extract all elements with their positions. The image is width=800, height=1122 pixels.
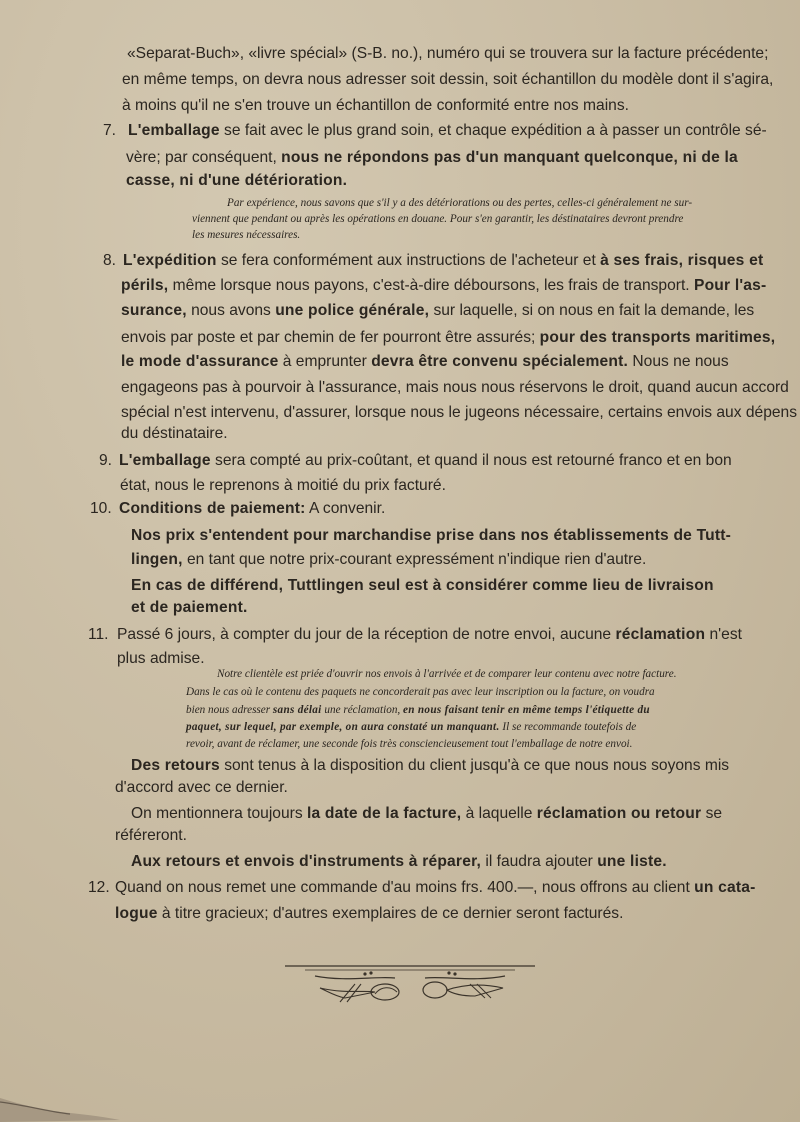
section-11-line: plus admise. — [117, 650, 205, 667]
section-8-line: spécial n'est intervenu, d'assurer, lorsque nous le jugeons nécessaire, certains envois aux dépens — [121, 404, 798, 421]
section-number: 10. — [90, 500, 112, 517]
intro-line: «Separat-Buch», «livre spécial» (S-B. no.), numéro qui se trouvera sur la facture précédente; — [127, 45, 769, 62]
section-8-line: envois par poste et par chemin de fer pourront être assurés; pour des transports maritimes, — [121, 329, 776, 346]
section-7-note: viennent que pendant ou après les opérations en douane. Pour s'en garantir, les déstinataires devront prendre — [192, 213, 684, 225]
section-8-line: le mode d'assurance à emprunter devra être convenu spécialement. Nous ne nous — [121, 353, 729, 370]
section-12-line: Quand on nous remet une commande d'au moins frs. 400.—, nous offrons au client un cata- — [115, 879, 756, 896]
section-10-line: En cas de différend, Tuttlingen seul est à considérer comme lieu de livraison — [131, 577, 714, 594]
ornament-divider — [285, 962, 535, 1010]
section-11-line: Passé 6 jours, à compter du jour de la réception de notre envoi, aucune réclamation n'est — [117, 626, 742, 643]
section-10-line: et de paiement. — [131, 599, 248, 616]
section-11-line: Des retours sont tenus à la disposition du client jusqu'à ce que nous nous soyons mis — [131, 757, 730, 774]
intro-line: à moins qu'il ne s'en trouve un échantillon de conformité entre nos mains. — [122, 97, 629, 114]
section-7-line: L'emballage se fait avec le plus grand soin, et chaque expédition a à passer un contrôle sé- — [128, 122, 767, 139]
intro-line: en même temps, on devra nous adresser soit dessin, soit échantillon du modèle dont il s'agira, — [122, 71, 774, 88]
paper-wear-mark — [0, 1088, 140, 1122]
section-number: 9. — [99, 452, 113, 469]
section-8-line: du déstinataire. — [121, 425, 228, 442]
section-12-line: logue à titre gracieux; d'autres exemplaires de ce dernier seront facturés. — [115, 905, 624, 922]
section-10-line: Conditions de paiement: A convenir. — [119, 500, 386, 517]
section-number: 12. — [88, 879, 110, 896]
section-number: 7. — [103, 122, 117, 139]
section-11-note: Dans le cas où le contenu des paquets ne concorderait pas avec leur inscription ou la facture, on voudra — [186, 686, 655, 698]
section-11-line: On mentionnera toujours la date de la facture, à laquelle réclamation ou retour se — [131, 805, 723, 822]
section-11-note: revoir, avant de réclamer, une seconde fois très consciencieusement tout l'emballage de notre envoi. — [186, 738, 633, 750]
section-11-note: bien nous adresser sans délai une réclamation, en nous faisant tenir en même temps l'étiquette du — [186, 704, 650, 716]
section-10-line: Nos prix s'entendent pour marchandise prise dans nos établissements de Tutt- — [131, 527, 732, 544]
section-8-line: surance, nous avons une police générale, sur laquelle, si on nous en fait la demande, les — [121, 302, 755, 319]
section-9-line: état, nous le reprenons à moitié du prix facturé. — [120, 477, 446, 494]
section-11-note: Notre clientèle est priée d'ouvrir nos envois à l'arrivée et de comparer leur contenu avec notre facture. — [217, 668, 677, 680]
section-7-note: Par expérience, nous savons que s'il y a des détériorations ou des pertes, celles-ci généralement ne sur- — [227, 197, 693, 209]
section-number: 8. — [103, 252, 117, 269]
section-11-note: paquet, sur lequel, par exemple, on aura constaté un manquant. Il se recommande toutefois de — [186, 721, 637, 733]
section-11-line: d'accord avec ce dernier. — [115, 779, 288, 796]
section-8-line: L'expédition se fera conformément aux instructions de l'acheteur et à ses frais, risques et — [123, 252, 764, 269]
section-7-note: les mesures nécessaires. — [192, 229, 301, 241]
section-9-line: L'emballage sera compté au prix-coûtant, et quand il nous est retourné franco et en bon — [119, 452, 732, 469]
section-8-line: engageons pas à pourvoir à l'assurance, mais nous nous réservons le droit, quand aucun accord — [121, 379, 789, 396]
section-10-line: lingen, en tant que notre prix-courant expressément n'indique rien d'autre. — [131, 551, 647, 568]
section-11-line: référeront. — [115, 827, 187, 844]
section-7-line: vère; par conséquent, nous ne répondons pas d'un manquant quelconque, ni de la — [126, 149, 738, 166]
section-number: 11. — [88, 626, 109, 643]
section-7-line: casse, ni d'une détérioration. — [126, 172, 348, 189]
section-11-line: Aux retours et envois d'instruments à réparer, il faudra ajouter une liste. — [131, 853, 667, 870]
section-8-line: périls, même lorsque nous payons, c'est-à-dire déboursons, les frais de transport. Pour l'as- — [121, 277, 767, 294]
